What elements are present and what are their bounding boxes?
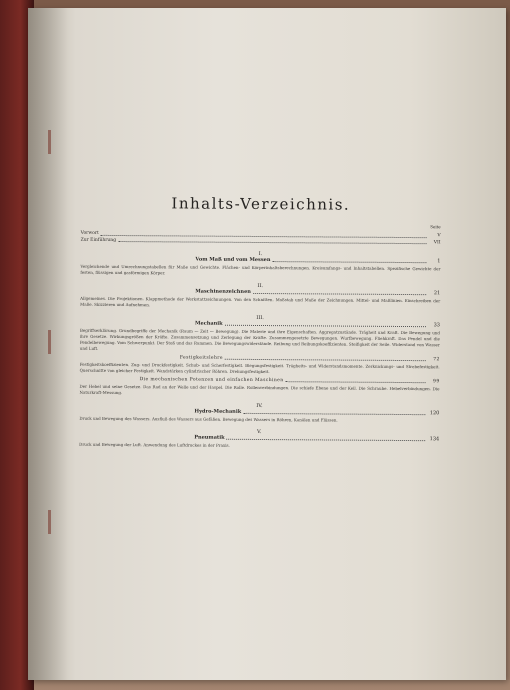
subsection-title: Die mechanischen Potenzen und einfachen Maschinen <box>139 377 284 384</box>
section-page: 134 <box>429 436 440 443</box>
subsection-page: 99 <box>433 379 440 385</box>
leader-dots <box>243 409 425 415</box>
subsection-page: 72 <box>433 357 440 363</box>
section-description: Vergleichende und Umrechnungstabellen für Maße und Gewichte. Flächen- und Körperinhaltsberechnungen. Kreisumfangs- und Inhaltstabellen. Spezifische Gewichte der festen, flüssigen und gasförmigen Körper. <box>80 263 441 276</box>
section-number: I. <box>258 250 263 258</box>
section-description: Druck und Bewegung des Wassers. Ausfluß des Wassers aus Gefäßen. Bewegung des Wassers in Röhren, Kanälen und Flüssen. <box>79 415 338 423</box>
page-column-label: Seite <box>430 224 441 230</box>
leader-dots <box>118 238 426 245</box>
toc-entry-label: Vorwort <box>80 230 99 236</box>
toc-entry-page: VII <box>433 239 441 245</box>
page-title: Inhalts-Verzeichnis. <box>171 194 351 214</box>
leader-dots <box>101 231 427 238</box>
section-page: 33 <box>433 322 441 329</box>
leader-dots <box>225 321 426 327</box>
binding-stitch <box>48 510 51 534</box>
section-title: Pneumatik <box>194 434 225 441</box>
section-title: Hydro-Mechanik <box>194 408 242 415</box>
section-page: 1 <box>437 258 441 265</box>
section-title: Mechanik <box>194 320 223 327</box>
toc-entry <box>81 237 441 246</box>
table-of-contents <box>79 194 441 453</box>
leader-dots <box>253 289 426 295</box>
section-description: Allgemeines. Die Projektionen. Klappmethode der Werkstattzeichnungen. Von den Schnitten. Maßstab und Maße der Zeichnungen. Mittel- und Maßlinien. Einschreiben der Maße. Skizzieren und Aufnehmen. <box>80 295 441 308</box>
section-page: 21 <box>433 290 441 297</box>
leader-dots <box>272 257 426 263</box>
section-number: IV. <box>256 402 263 410</box>
section-title: Vom Maß und vom Messen <box>195 256 271 264</box>
subsection-title: Festigkeitslehre <box>179 355 223 361</box>
section-page: 120 <box>429 410 440 417</box>
section-number: II. <box>257 282 264 290</box>
toc-entry-label: Zur Einführung <box>80 237 117 243</box>
binding-stitch <box>48 130 51 154</box>
leader-dots <box>285 377 425 383</box>
binding-stitch <box>48 330 51 354</box>
leader-dots <box>227 435 426 441</box>
toc-entry-page: V <box>437 233 441 239</box>
section-description: Der Hebel und seine Gesetze. Das Rad an der Welle und der Haspel. Die Rolle. Rollenverbindungen. Die schiefe Ebene und der Keil. Die Schraube. Hebelverbindungen. Die Naturkraft-Messung. <box>79 383 440 396</box>
section-description: Begriffserklärung. Grundbegriffe der Mechanik (Raum — Zeit — Bewegung). Die Materie und ihre Eigenschaften. Aggregatzustände. Trägheit und Kraft. Die Bewegung und ihre Gesetze. Wirkungsgrößen der Kräfte. Zusammensetzung und Zerlegung der Kräfte. Zusammengesetzte Bewegungen. Wurfbewegung. Fliehkraft. Das Pendel und die Pendelbewegung. Vom Schwerpunkt. Der Stoß und das Rammen. Die Bewegungswiderstände. Reibung und Reibungskoeffizienten. Steifigkeit der Seile. Widerstand von Wasser und Luft. <box>79 327 440 351</box>
section-title: Maschinenzeichnen <box>195 288 251 295</box>
leader-dots <box>225 355 426 361</box>
section-description: Druck und Bewegung der Luft. Anwendung des Luftdruckes in der Praxis. <box>79 441 230 448</box>
section-description: Festigkeitskoeffizienten. Zug- und Druckfestigkeit. Schub- und Scherfestigkeit. Biegungsfestigkeit. Trägheits- und Widerstandsmomente. Zerknickungs- und Strebefestigkeit. Querschnitte von gleicher Festigkeit. Wandstärken cylindrischer Röhren. Drehungsfestigkeit. <box>79 361 440 375</box>
section-number: V. <box>257 428 262 436</box>
section-number: III. <box>256 314 264 322</box>
